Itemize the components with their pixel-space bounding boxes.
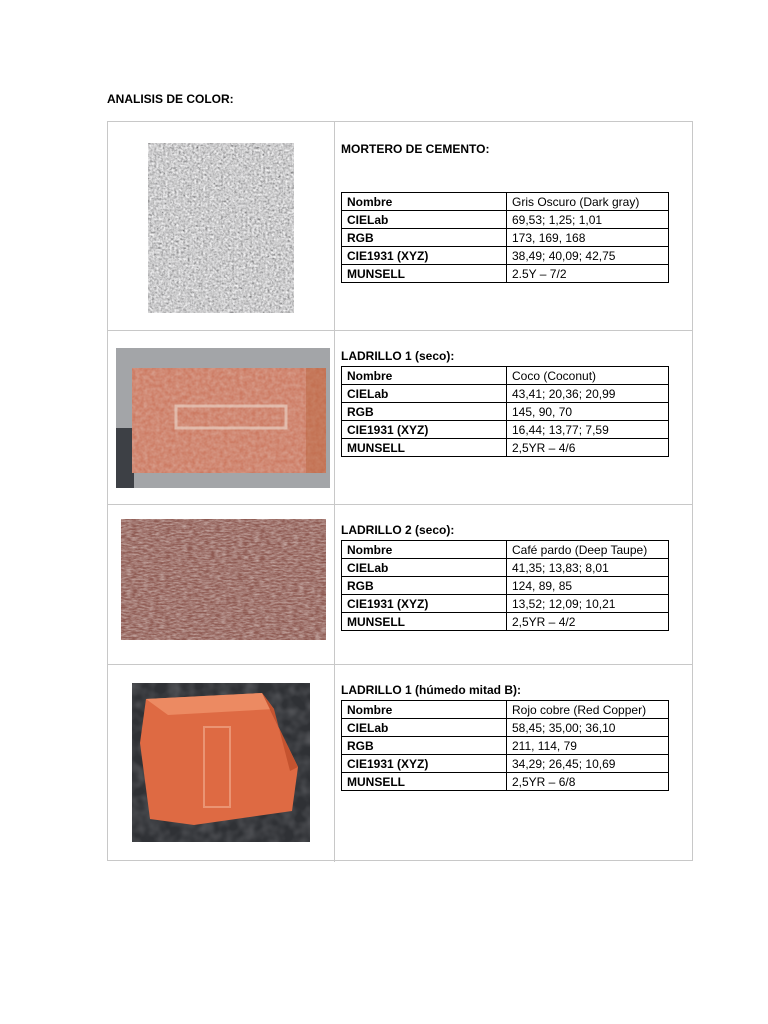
property-key: CIELab [342, 211, 507, 229]
table-row [342, 559, 669, 577]
property-key: CIELab [342, 719, 507, 737]
property-key: CIE1931 (XYZ) [342, 595, 507, 613]
table-row [342, 577, 669, 595]
table-row [342, 439, 669, 457]
section-ladrillo-2-seco [108, 505, 692, 665]
section-ladrillo-1-seco [108, 331, 692, 505]
property-value: 173, 169, 168 [507, 229, 669, 247]
section-mortero [108, 122, 692, 331]
property-key: RGB [342, 737, 507, 755]
table-row [342, 613, 669, 631]
property-value: 2,5YR – 6/8 [507, 773, 669, 791]
property-key: RGB [342, 403, 507, 421]
properties-table [341, 366, 669, 457]
property-value: 145, 90, 70 [507, 403, 669, 421]
table-row [342, 367, 669, 385]
table-row [342, 247, 669, 265]
table-row [342, 421, 669, 439]
table-row [342, 595, 669, 613]
section-ladrillo-1-humedo [108, 665, 692, 862]
table-row [342, 773, 669, 791]
property-value: Coco (Coconut) [507, 367, 669, 385]
property-key: Nombre [342, 193, 507, 211]
property-key: RGB [342, 229, 507, 247]
table-row [342, 211, 669, 229]
property-key: CIELab [342, 559, 507, 577]
property-key: Nombre [342, 541, 507, 559]
property-key: CIE1931 (XYZ) [342, 755, 507, 773]
table-row [342, 385, 669, 403]
table-row [342, 719, 669, 737]
property-value: 2,5YR – 4/2 [507, 613, 669, 631]
property-key: MUNSELL [342, 265, 507, 283]
property-value: Gris Oscuro (Dark gray) [507, 193, 669, 211]
table-row [342, 541, 669, 559]
property-key: Nombre [342, 701, 507, 719]
property-value: 34,29; 26,45; 10,69 [507, 755, 669, 773]
property-value: 124, 89, 85 [507, 577, 669, 595]
table-row [342, 193, 669, 211]
photo-cell [108, 331, 335, 504]
property-key: CIELab [342, 385, 507, 403]
property-value: 211, 114, 79 [507, 737, 669, 755]
property-value: 13,52; 12,09; 10,21 [507, 595, 669, 613]
page-heading: ANALISIS DE COLOR: [107, 92, 234, 106]
property-key: MUNSELL [342, 439, 507, 457]
properties-table [341, 700, 669, 791]
property-value: 38,49; 40,09; 42,75 [507, 247, 669, 265]
properties-table [341, 540, 669, 631]
table-row [342, 229, 669, 247]
property-value: Rojo cobre (Red Copper) [507, 701, 669, 719]
property-value: 41,35; 13,83; 8,01 [507, 559, 669, 577]
property-value: 2,5YR – 4/6 [507, 439, 669, 457]
property-value: 69,53; 1,25; 1,01 [507, 211, 669, 229]
photo-cell [108, 122, 335, 330]
table-row [342, 403, 669, 421]
mortar-photo [148, 143, 294, 313]
property-value: 58,45; 35,00; 36,10 [507, 719, 669, 737]
property-key: CIE1931 (XYZ) [342, 247, 507, 265]
brick-2-dry-photo [121, 519, 326, 640]
property-key: MUNSELL [342, 773, 507, 791]
color-analysis-table [107, 121, 693, 861]
property-value: Café pardo (Deep Taupe) [507, 541, 669, 559]
brick-1-dry-photo [116, 348, 330, 488]
properties-table [341, 192, 669, 283]
section-title: LADRILLO 2 (seco): [341, 523, 455, 537]
photo-cell [108, 665, 335, 862]
table-row [342, 737, 669, 755]
table-row [342, 265, 669, 283]
section-title: MORTERO DE CEMENTO: [341, 142, 490, 156]
property-key: MUNSELL [342, 613, 507, 631]
brick-1-wet-photo [132, 683, 310, 842]
property-key: RGB [342, 577, 507, 595]
photo-cell [108, 505, 335, 664]
section-title: LADRILLO 1 (seco): [341, 349, 455, 363]
property-value: 16,44; 13,77; 7,59 [507, 421, 669, 439]
property-value: 43,41; 20,36; 20,99 [507, 385, 669, 403]
table-row [342, 701, 669, 719]
table-row [342, 755, 669, 773]
property-value: 2.5Y – 7/2 [507, 265, 669, 283]
section-title: LADRILLO 1 (húmedo mitad B): [341, 683, 521, 697]
property-key: CIE1931 (XYZ) [342, 421, 507, 439]
property-key: Nombre [342, 367, 507, 385]
